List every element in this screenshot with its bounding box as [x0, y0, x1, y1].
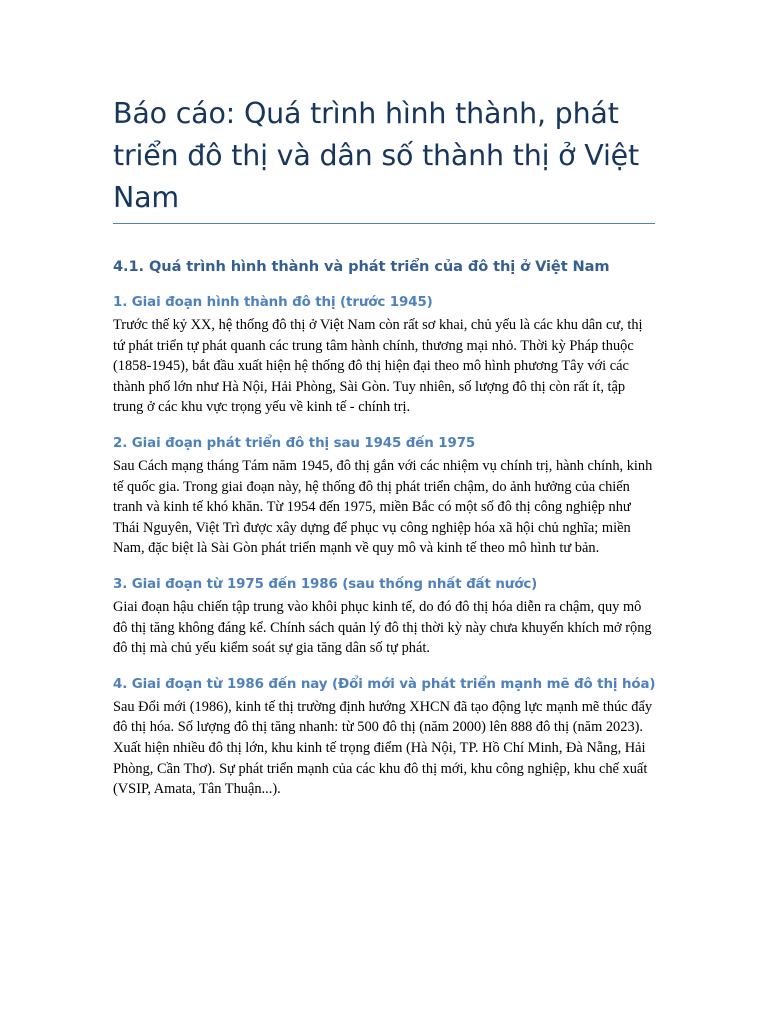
subsection-heading: 1. Giai đoạn hình thành đô thị (trước 1945)	[113, 295, 433, 310]
subsection-body: Sau Cách mạng tháng Tám năm 1945, đô thị gắn với các nhiệm vụ chính trị, hành chính, kinh tế quốc gia. Trong giai đoạn này, hệ thống đô thị phát triển chậm, do ảnh hưởng của chiến tranh và kinh tế khó khăn. Từ 1954 đến 1975, miền Bắc có một số đô thị công nghiệp như Thái Nguyên, Việt Trì được xây dựng để phục vụ công nghiệp hóa xã hội chủ nghĩa; miền Nam, đặc biệt là Sài Gòn phát triển mạnh về quy mô và kinh tế theo mô hình tư bản.	[113, 457, 653, 557]
subsection-body: Trước thế kỷ XX, hệ thống đô thị ở Việt Nam còn rất sơ khai, chủ yếu là các khu dân cư, thị tứ phát triển tự phát quanh các trung tâm hành chính, thương mại nhỏ. Thời kỳ Pháp thuộc (1858-1945), bắt đầu xuất hiện hệ thống đô thị hiện đại theo mô hình phương Tây với các thành phố lớn như Hà Nội, Hải Phòng, Sài Gòn. Tuy nhiên, số lượng đô thị còn rất ít, tập trung ở các khu vực trọng yếu về kinh tế - chính trị.	[113, 317, 643, 416]
subsection-heading: 4. Giai đoạn từ 1986 đến nay (Đổi mới và phát triển mạnh mẽ đô thị hóa)	[113, 676, 656, 692]
subsection-heading: 3. Giai đoạn từ 1975 đến 1986 (sau thống nhất đất nước)	[113, 576, 538, 592]
subsection-4	[113, 675, 658, 800]
subsection-1	[113, 293, 658, 418]
subsection-3	[113, 575, 658, 659]
section-heading: 4.1. Quá trình hình thành và phát triển của đô thị ở Việt Nam	[113, 258, 610, 275]
document-page	[113, 0, 658, 800]
subsection-body: Giai đoạn hậu chiến tập trung vào khôi phục kinh tế, do đó đô thị hóa diễn ra chậm, quy mô đô thị tăng không đáng kể. Chính sách quản lý đô thị thời kỳ này chưa khuyến khích mở rộng đô thị mà chủ yếu kiểm soát sự gia tăng dân số tự phát.	[113, 598, 652, 657]
subsection-heading: 2. Giai đoạn phát triển đô thị sau 1945 đến 1975	[113, 435, 476, 451]
document-title: Báo cáo: Quá trình hình thành, phát triển đô thị và dân số thành thị ở Việt Nam	[113, 97, 639, 214]
subsection-body: Sau Đổi mới (1986), kinh tế thị trường định hướng XHCN đã tạo động lực mạnh mẽ thúc đẩy đô thị hóa. Số lượng đô thị tăng nhanh: từ 500 đô thị (năm 2000) lên 888 đô thị (năm 2023). Xuất hiện nhiều đô thị lớn, khu kinh tế trọng điểm (Hà Nội, TP. Hồ Chí Minh, Đà Nẵng, Hải Phòng, Cần Thơ). Sự phát triển mạnh của các khu đô thị mới, khu công nghiệp, khu chế xuất (VSIP, Amata, Tân Thuận...).	[113, 698, 653, 798]
title-divider	[113, 223, 655, 224]
subsection-2	[113, 434, 658, 559]
